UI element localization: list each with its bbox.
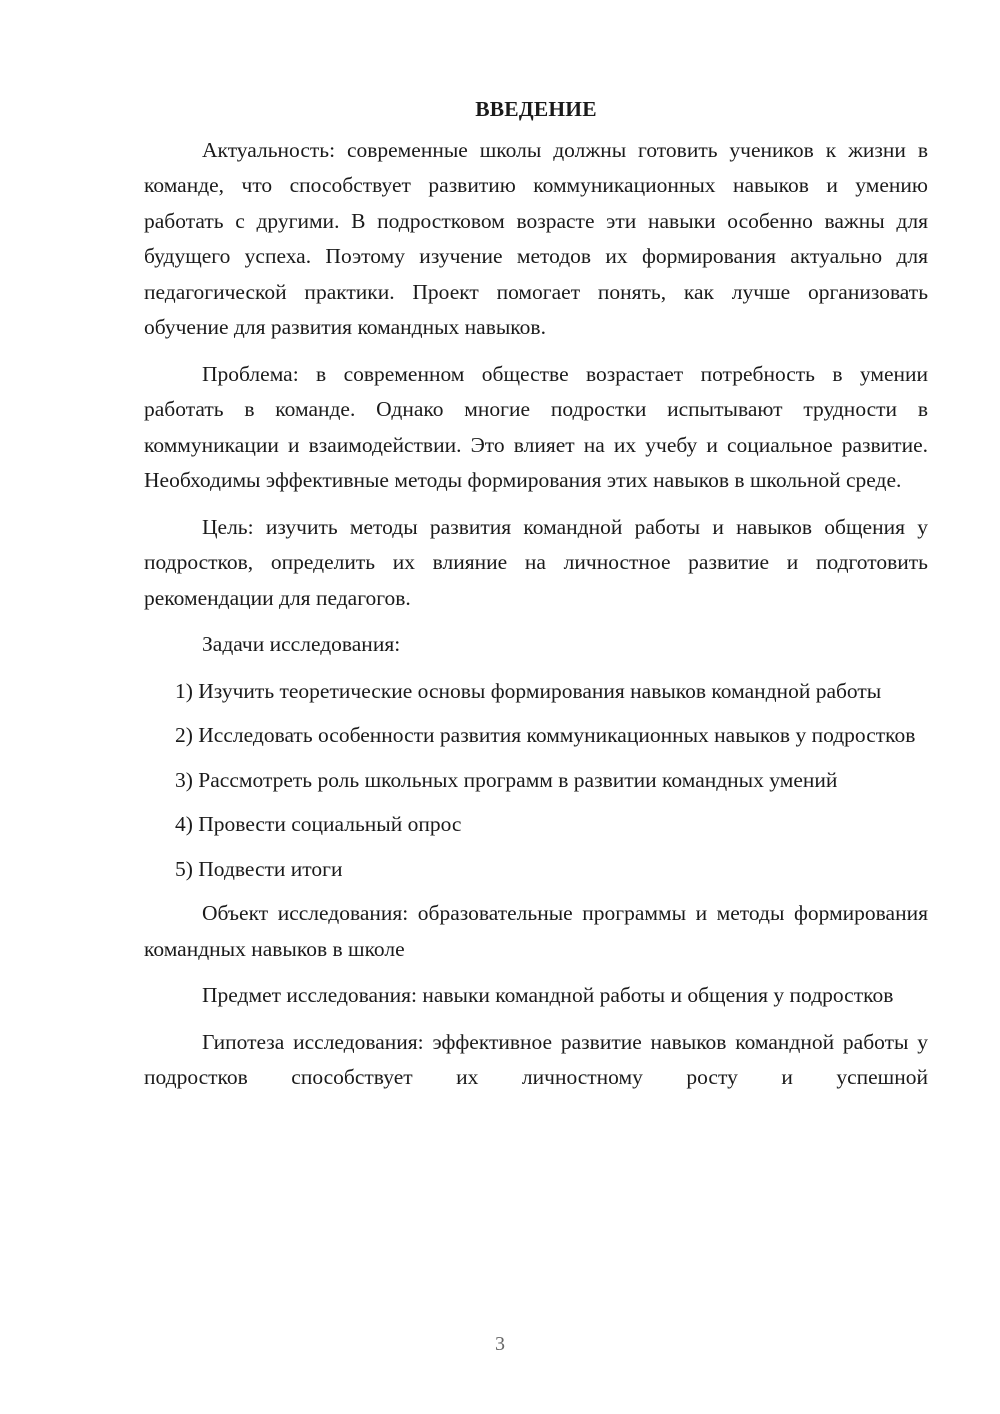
tasks-heading: Задачи исследования: [202, 632, 401, 656]
paragraph-problem: Проблема: в современном обществе возрастает потребность в умении работать в команде. Однако многие подростки испытывают трудности в коммуникации и взаимодействии. Это влияет на их учебу и социальное развитие. Необходимы эффективные методы формирования этих навыков в школьной среде. [144, 361, 928, 492]
paragraph-hypothesis: Гипотеза исследования: эффективное развитие навыков командной работы у подростков способствует их личностному росту и успешной [144, 1029, 928, 1089]
task-item-1: 1) Изучить теоретические основы формирования навыков командной работы [175, 678, 882, 703]
section-title: ВВЕДЕНИЕ [475, 97, 597, 121]
task-item-4: 4) Провести социальный опрос [175, 812, 462, 836]
task-item-2: 2) Исследовать особенности развития коммуникационных навыков у подростков [175, 723, 916, 747]
page-number: 3 [495, 1333, 505, 1355]
paragraph-subject: Предмет исследования: навыки командной работы и общения у подростков [202, 983, 894, 1007]
paragraph-goal: Цель: изучить методы развития командной работы и навыков общения у подростков, определить их влияние на личностное развитие и подготовить рекомендации для педагогов. [144, 514, 928, 610]
paragraph-relevance: Актуальность: современные школы должны готовить учеников к жизни в команде, что способствует развитию коммуникационных навыков и умению работать с другими. В подростковом возрасте эти навыки особенно важны для будущего успеха. Поэтому изучение методов их формирования актуально для педагогической практики. Проект помогает понять, как лучше организовать обучение для развития командных навыков. [144, 137, 928, 339]
paragraph-object: Объект исследования: образовательные программы и методы формирования командных навыков в школе [144, 901, 928, 961]
task-item-3: 3) Рассмотреть роль школьных программ в развитии командных умений [175, 767, 838, 792]
task-item-5: 5) Подвести итоги [175, 856, 343, 881]
document-page [144, 92, 928, 1096]
